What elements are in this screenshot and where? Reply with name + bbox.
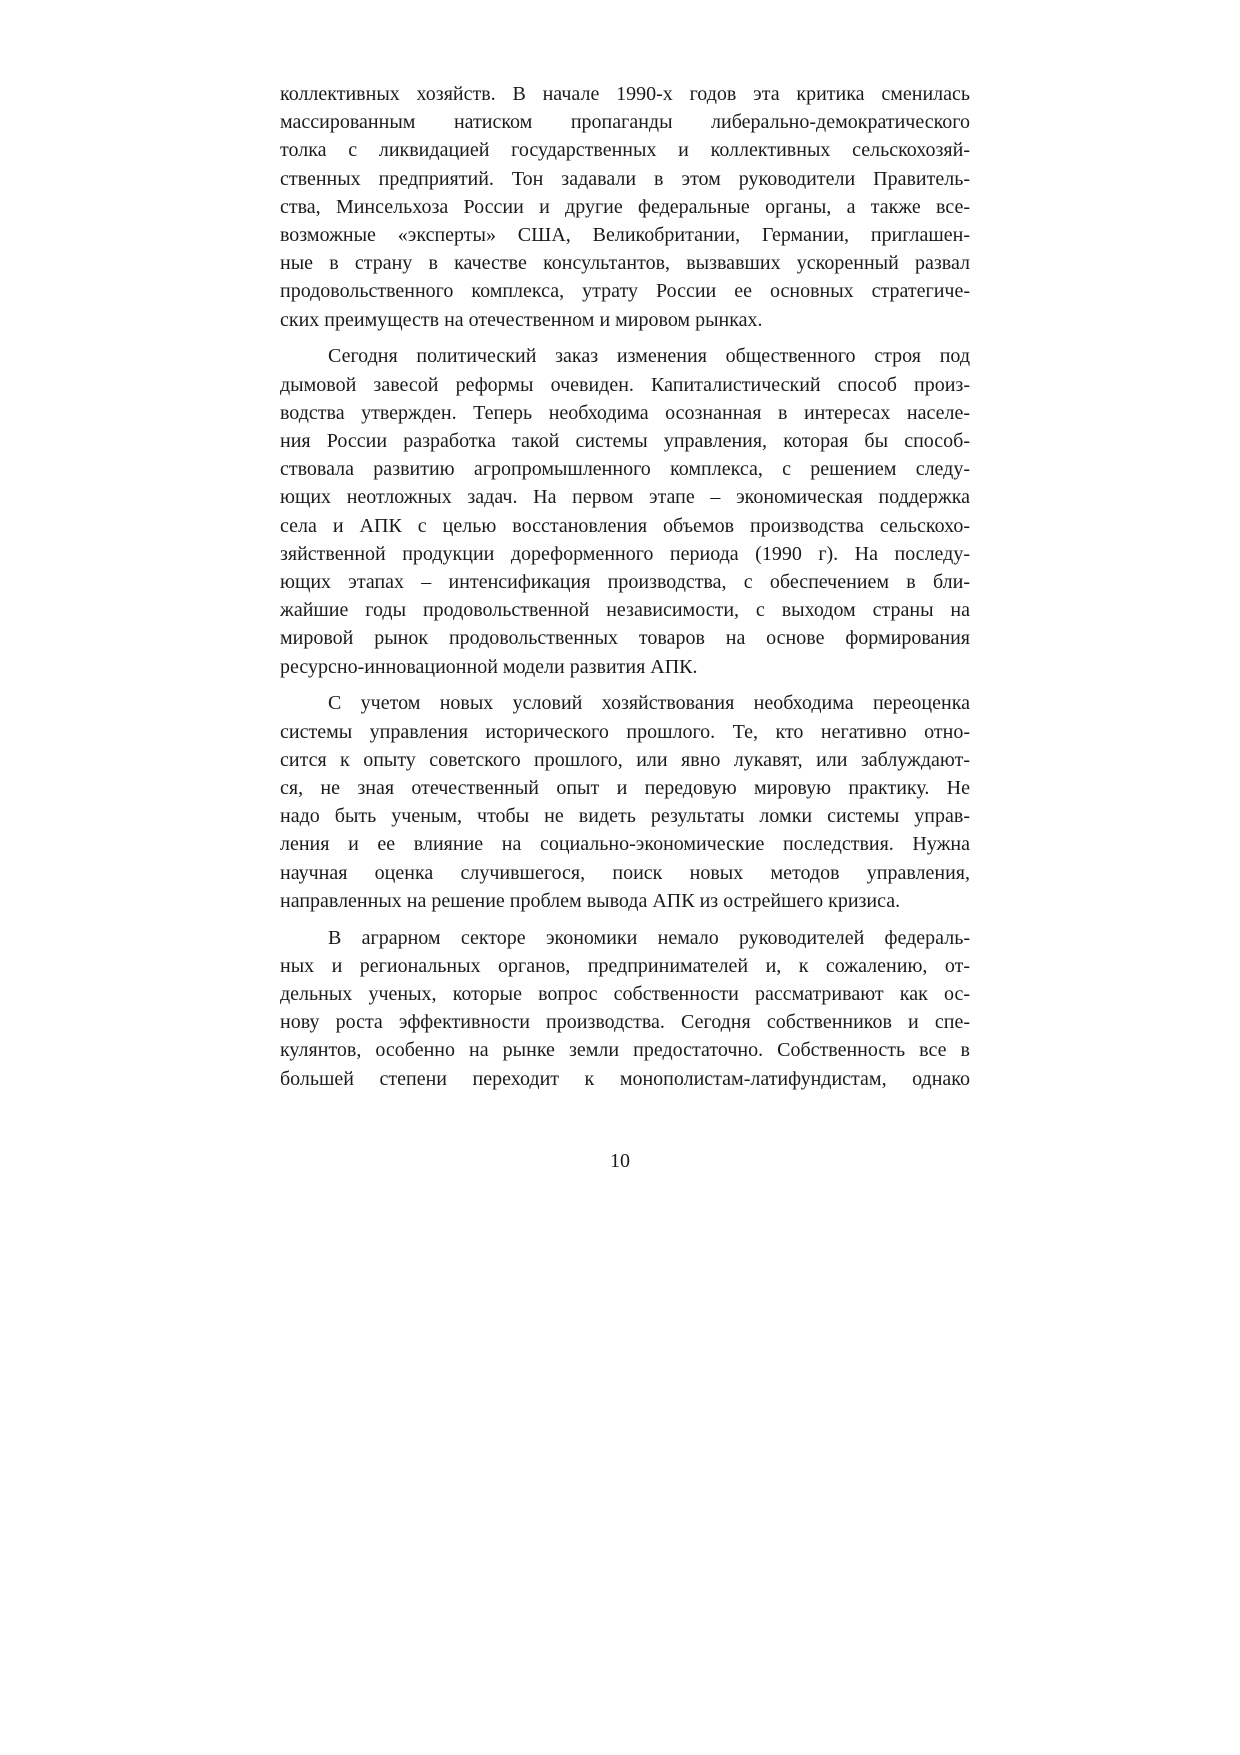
text-line: большей степени переходит к монополистам-латифундистам, однако — [280, 1067, 970, 1090]
text-line: ствовала развитию агропромышленного комплекса, с решением следу- — [280, 458, 970, 481]
text-line: жайшие годы продовольственной независимости, с выходом страны на — [280, 599, 970, 622]
text-line: ных и региональных органов, предпринимателей и, к сожалению, от- — [280, 954, 970, 977]
text-line: ских преимуществ на отечественном и мировом рынках. — [280, 308, 763, 331]
text-line: нову роста эффективности производства. Сегодня собственников и спе- — [280, 1011, 970, 1034]
text-line: коллективных хозяйств. В начале 1990-х годов эта критика сменилась — [280, 83, 970, 105]
text-line: ства, Минсельхоза России и другие федеральные органы, а также все- — [280, 195, 970, 218]
text-line: системы управления исторического прошлого. Те, кто негативно отно- — [280, 720, 970, 743]
text-line: зяйственной продукции дореформенного периода (1990 г). На последу- — [280, 542, 970, 565]
text-line: продовольственного комплекса, утрату России ее основных стратегиче- — [280, 280, 970, 303]
text-line: массированным натиском пропаганды либерально-демократического — [280, 111, 970, 134]
text-line: мировой рынок продовольственных товаров на основе формирования — [280, 627, 970, 650]
text-line: надо быть ученым, чтобы не видеть результаты ломки системы управ- — [280, 805, 970, 828]
text-line: ственных предприятий. Тон задавали в этом руководители Правитель- — [280, 167, 970, 190]
paragraph-2 — [280, 342, 970, 680]
paragraph-4 — [280, 924, 970, 1093]
paragraph-1 — [280, 80, 970, 334]
page-number: 10 — [610, 1150, 630, 1172]
text-line: села и АПК с целью восстановления объемов производства сельскохо- — [280, 514, 970, 537]
text-line: ся, не зная отечественный опыт и передовую мировую практику. Не — [280, 777, 970, 800]
body-text — [280, 80, 970, 1101]
text-line: кулянтов, особенно на рынке земли предостаточно. Собственность все в — [280, 1039, 970, 1062]
text-line: ные в страну в качестве консультантов, вызвавших ускоренный развал — [280, 252, 970, 275]
text-line: ющих неотложных задач. На первом этапе – экономическая поддержка — [280, 486, 970, 509]
text-line: С учетом новых условий хозяйствования необходима переоценка — [328, 692, 970, 715]
text-line: научная оценка случившегося, поиск новых методов управления, — [280, 861, 970, 884]
text-line: ния России разработка такой системы управления, которая бы способ- — [280, 430, 970, 453]
paragraph-3 — [280, 689, 970, 915]
text-line: ресурсно-инновационной модели развития АПК. — [280, 655, 698, 678]
text-line: дельных ученых, которые вопрос собственности рассматривают как ос- — [280, 983, 970, 1006]
text-line: направленных на решение проблем вывода АПК из острейшего кризиса. — [280, 889, 901, 912]
text-line: возможные «эксперты» США, Великобритании, Германии, приглашен- — [280, 224, 970, 247]
text-line: водства утвержден. Теперь необходима осознанная в интересах населе- — [280, 401, 970, 424]
text-line: толка с ликвидацией государственных и коллективных сельскохозяй- — [280, 139, 970, 162]
text-line: ющих этапах – интенсификация производства, с обеспечением в бли- — [280, 571, 970, 594]
text-line: В аграрном секторе экономики немало руководителей федераль- — [328, 926, 970, 949]
text-line: дымовой завесой реформы очевиден. Капиталистический способ произ- — [280, 373, 970, 396]
text-line: Сегодня политический заказ изменения общественного строя под — [328, 345, 970, 368]
text-line: сится к опыту советского прошлого, или явно лукавят, или заблуждают- — [280, 748, 970, 771]
text-line: ления и ее влияние на социально-экономические последствия. Нужна — [280, 833, 970, 856]
